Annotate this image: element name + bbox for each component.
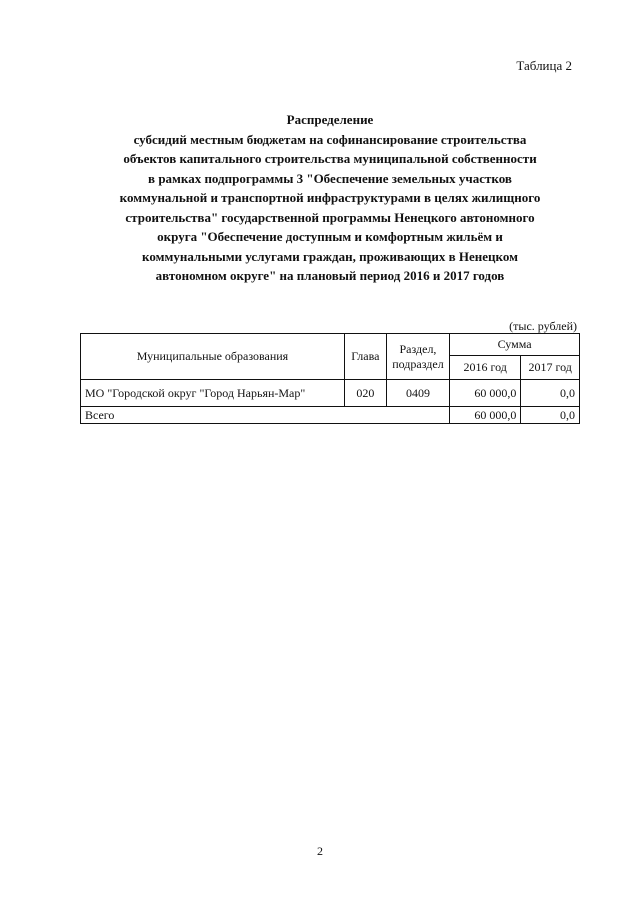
title-line: округа "Обеспечение доступным и комфортным жильём и [157,229,503,244]
cell-section: 0409 [386,380,449,407]
title-line: объектов капитального строительства муниципальной собственности [123,151,537,166]
title-line: коммунальной и транспортной инфраструктурами в целях жилищного [119,190,541,205]
total-label: Всего [81,407,450,424]
header-municipality: Муниципальные образования [81,334,345,380]
title-line: автономном округе" на плановый период 2016 и 2017 годов [155,268,505,283]
table-label: Таблица 2 [516,58,572,73]
cell-municipality: МО "Городской округ "Город Нарьян-Мар" [81,380,345,407]
cell-year-2016: 60 000,0 [450,380,521,407]
title-line: Распределение [286,112,374,127]
title-line: в рамках подпрограммы 3 "Обеспечение земельных участков [148,170,512,186]
header-year-2017: 2017 год [521,356,580,380]
total-row [81,407,580,424]
header-section: Раздел, подраздел [386,334,449,380]
document-title [80,110,580,286]
title-line: коммунальными услугами граждан, проживающих в Ненецком [142,248,518,264]
header-year-2016: 2016 год [450,356,521,380]
page-number: 2 [317,844,323,858]
title-line: строительства" государственной программы Ненецкого автономного [125,209,535,225]
total-year-2017: 0,0 [521,407,580,424]
table-row [81,380,580,407]
subsidy-table [80,333,580,424]
header-sum: Сумма [450,334,580,356]
total-year-2016: 60 000,0 [450,407,521,424]
title-line: субсидий местным бюджетам на софинансирование строительства [133,131,527,147]
units-label: (тыс. рублей) [509,319,577,333]
cell-chapter: 020 [344,380,386,407]
header-chapter: Глава [344,334,386,380]
cell-year-2017: 0,0 [521,380,580,407]
